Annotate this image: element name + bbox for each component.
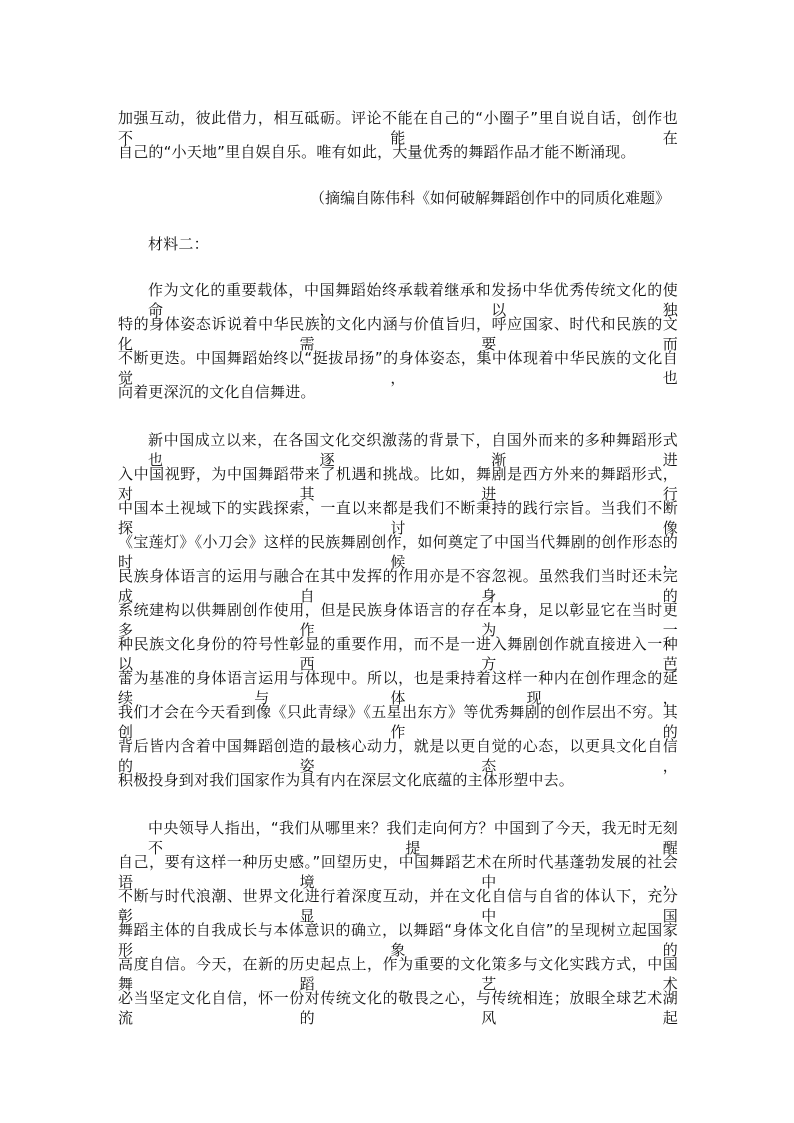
paragraph-line: 中央领导人指出，“我们从哪里来？我们走向何方？中国到了今天，我无时无刻不提醒 xyxy=(148,819,678,857)
paragraph-line: 特的身体姿态诉说着中华民族的文化内涵与价值旨归，呼应国家、时代和民族的文化需要而 xyxy=(118,315,678,353)
paragraph-line: 不断与时代浪潮、世界文化进行着深度互动，并在文化自信与自省的体认下，充分彰显中国 xyxy=(118,887,678,925)
paragraph-line: 种民族文化身份的符号性彰显的重要作用，而不是一进入舞剧创作就直接进入一种以西方芭 xyxy=(118,635,678,673)
paragraph-line: 积极投身到对我们国家作为具有内在深层文化底蕴的主体形塑中去。 xyxy=(118,771,575,789)
source-note: （摘编自陈伟科《如何破解舞蹈创作中的同质化难题》 xyxy=(309,189,670,207)
paragraph-line: 不断更迭。中国舞蹈始终以“挺拔昂扬”的身体姿态，集中体现着中华民族的文化自觉，也 xyxy=(118,349,678,387)
paragraph-line: 背后皆内含着中国舞蹈创造的最核心动力，就是以更自觉的心态，以更具文化自信的姿态， xyxy=(118,737,678,775)
paragraph-line: 我们才会在今天看到像《只此青绿》《五星出东方》等优秀舞剧的创作层出不穷。其创作的 xyxy=(118,703,678,741)
paragraph-line: 高度自信。今天，在新的历史起点上，作为重要的文化策多与文化实践方式，中国舞蹈艺术 xyxy=(118,955,678,993)
paragraph-line: 《宝莲灯》《小刀会》这样的民族舞剧创作，如何奠定了中国当代舞剧的创作形态的时候， xyxy=(118,533,678,571)
paragraph-line: 自己，要有这样一种历史感。”回望历史，中国舞蹈艺术在所时代基蓬勃发展的社会语境中， xyxy=(118,853,678,891)
intro-line: 加强互动，彼此借力，相互砥砺。评论不能在自己的“小圈子”里自说自话，创作也不能在 xyxy=(118,109,678,147)
paragraph-line: 蕾为基准的身体语言运用与体现中。所以，也是秉持着这样一种内在创作理念的延续与体现， xyxy=(118,669,678,707)
paragraph-line: 入中国视野，为中国舞蹈带来了机遇和挑战。比如，舞剧是西方外来的舞蹈形式，对其进行 xyxy=(118,465,678,503)
paragraph-line: 中国本土视域下的实践探索，一直以来都是我们不断秉持的践行宗旨。当我们不断探讨像 xyxy=(118,499,678,537)
material-two-heading: 材料二： xyxy=(148,235,209,253)
paragraph-line: 向着更深沉的文化自信舞进。 xyxy=(118,383,316,401)
paragraph-line: 民族身体语言的运用与融合在其中发挥的作用亦是不容忽视。虽然我们当时还未完成自身的 xyxy=(118,567,678,605)
paragraph-line: 必当坚定文化自信，怀一份对传统文化的敬畏之心，与传统相连；放眼全球艺术湖流的风起 xyxy=(118,989,678,1027)
paragraph-line: 新中国成立以来，在各国文化交织激荡的背景下，自国外而来的多种舞蹈形式也逐渐进 xyxy=(148,431,678,469)
paragraph-line: 系统建构以供舞剧创作使用，但是民族身体语言的存在本身，足以彰显它在当时更多作为一 xyxy=(118,601,678,639)
intro-line: 自己的“小天地”里自娱自乐。唯有如此，大量优秀的舞蹈作品才能不断涌现。 xyxy=(118,143,636,161)
paragraph-line: 作为文化的重要载体，中国舞蹈始终承载着继承和发扬中华优秀传统文化的使命，以独 xyxy=(148,281,678,319)
paragraph-line: 舞蹈主体的自我成长与本体意识的确立，以舞蹈“身体文化自信”的呈现树立起国家形象的 xyxy=(118,921,678,959)
